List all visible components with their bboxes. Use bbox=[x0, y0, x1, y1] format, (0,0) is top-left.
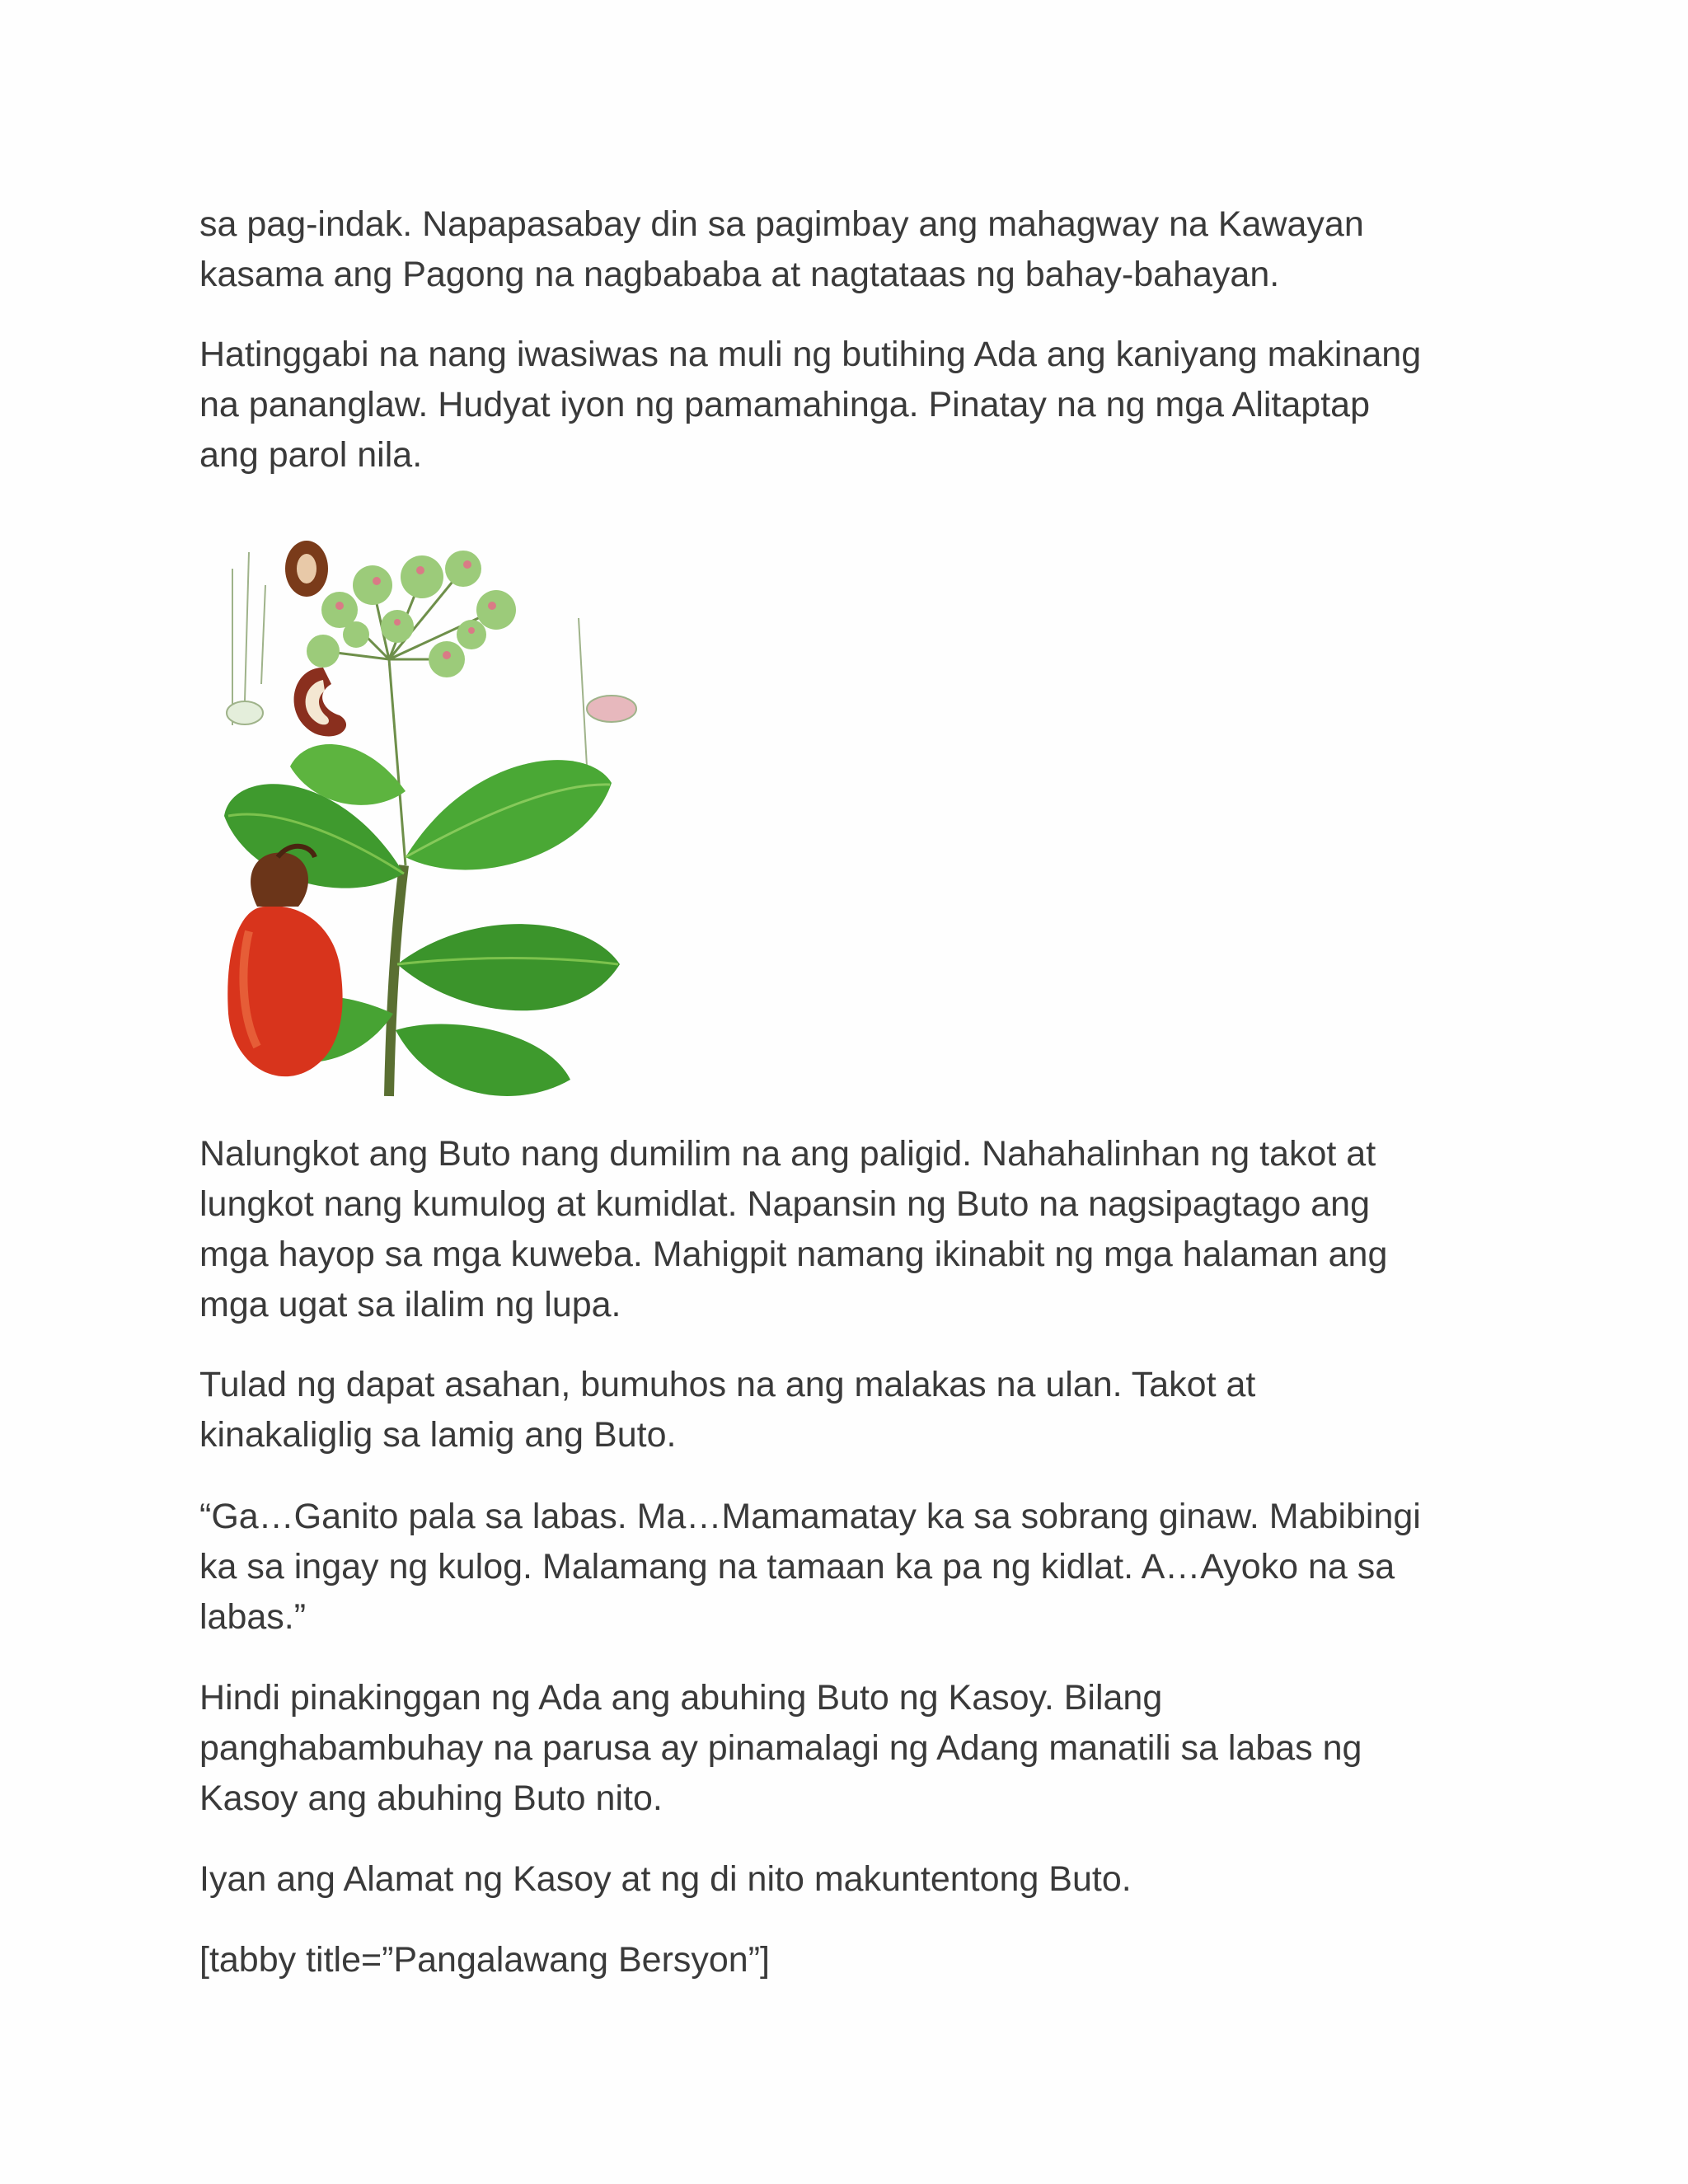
cashew-plant-illustration bbox=[199, 519, 645, 1104]
paragraph-6: Hindi pinakinggan ng Ada ang abuhing Buto ng Kasoy. Bilang panghabambuhay na parusa ay pinamalagi ng Adang manatili sa labas ng Kasoy ang abuhing Buto nito. bbox=[199, 1678, 1362, 1818]
paragraph-5: “Ga…Ganito pala sa labas. Ma…Mamamatay ka sa sobrang ginaw. Mabibingi ka sa ingay ng kulog. Malamang na tamaan ka pa ng kidlat. A…Ayoko na sa labas.” bbox=[199, 1497, 1421, 1637]
seed-icon bbox=[285, 541, 328, 597]
tabby-shortcode: [tabby title=”Pangalawang Bersyon”] bbox=[199, 1940, 770, 1980]
paragraph-3: Nalungkot ang Buto nang dumilim na ang paligid. Nahahalinhan ng takot at lungkot nang kumulog at kumidlat. Napansin ng Buto na nagsipagtago ang mga hayop sa mga kuweba. Mahigpit namang ikinabit ng mga halaman ang mga ugat sa ilalim ng lupa. bbox=[199, 1134, 1388, 1324]
paragraph-1: sa pag-indak. Napapasabay din sa pagimbay ang mahagway na Kawayan kasama ang Pagong na nagbababa at nagtataas ng bahay-bahayan. bbox=[199, 204, 1364, 294]
paragraph-7: Iyan ang Alamat ng Kasoy at ng di nito makuntentong Buto. bbox=[199, 1859, 1132, 1899]
paragraph-2: Hatinggabi na nang iwasiwas na muli ng butihing Ada ang kaniyang makinang na pananglaw. Hudyat iyon ng pamamahinga. Pinatay na ng mga Alitaptap ang parol nila. bbox=[199, 335, 1422, 475]
paragraph-4: Tulad ng dapat asahan, bumuhos na ang malakas na ulan. Takot at kinakaliglig sa lamig ang Buto. bbox=[199, 1365, 1256, 1455]
cashew-nut-icon bbox=[294, 668, 347, 736]
